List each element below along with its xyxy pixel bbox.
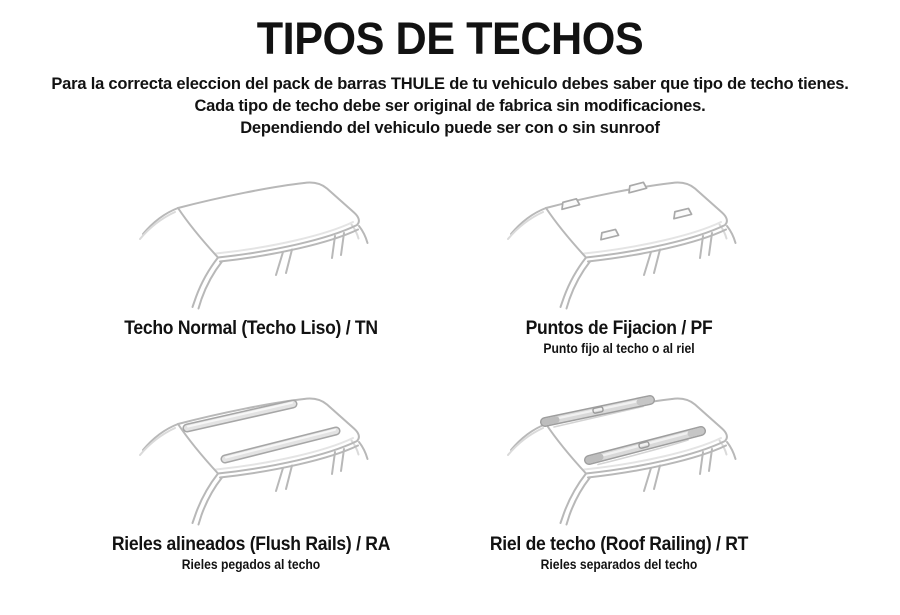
flush-rails-roof-illustration [120, 387, 440, 532]
intro-line-1: Para la correcta eleccion del pack de barras THULE de tu vehiculo debes saber que tipo de techo tienes. [51, 74, 849, 93]
intro-text [0, 73, 900, 139]
roof-type-sublabel-pf: Punto fijo al techo o al riel [543, 341, 695, 356]
roof-type-label-tn: Techo Normal (Techo Liso) / TN [124, 317, 378, 339]
intro-line-3: Dependiendo del vehiculo puede ser con o sin sunroof [240, 118, 660, 137]
fixpoint-roof-illustration [488, 171, 808, 316]
roof-type-label-ra: Rieles alineados (Flush Rails) / RA [111, 533, 391, 555]
roof-type-label-pf: Puntos de Fijacion / PF [525, 317, 713, 339]
roof-types-infographic [0, 13, 900, 572]
intro-line-2: Cada tipo de techo debe ser original de fabrica sin modificaciones. [194, 96, 706, 115]
roof-type-label-rt: Riel de techo (Roof Railing) / RT [489, 533, 749, 555]
roof-type-card-ra [111, 387, 440, 572]
roof-type-card-tn [120, 171, 440, 341]
roof-type-card-rt [488, 387, 808, 572]
page-title: TIPOS DE TECHOS [256, 13, 644, 64]
raised-rails-roof-illustration [488, 387, 808, 532]
roof-type-sublabel-ra: Rieles pegados al techo [181, 557, 321, 572]
flush-rails [187, 403, 336, 459]
plain-roof-illustration [120, 171, 440, 316]
roof-type-card-pf [488, 171, 808, 356]
roof-type-sublabel-rt: Rieles separados del techo [540, 557, 698, 572]
